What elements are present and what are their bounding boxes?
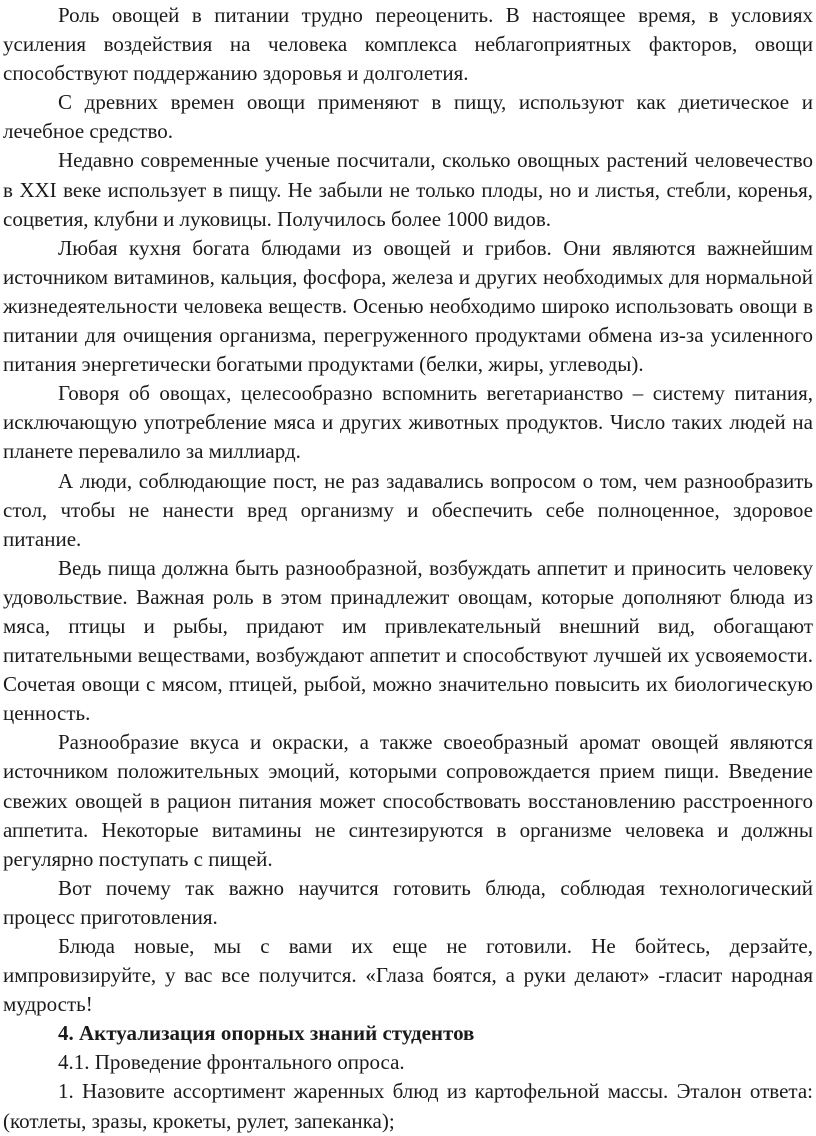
paragraph-vegetarianism: Говоря об овощах, целесообразно вспомнить вегетарианство – систему питания, исключающую употребление мяса и других животных продуктов. Число таких людей на планете перевалило за миллиард. — [3, 381, 813, 464]
paragraph-varied-food: Ведь пища должна быть разнообразной, возбуждать аппетит и приносить человеку удовольствие. Важная роль в этом принадлежит овощам, которые дополняют блюда из мяса, птицы и рыбы, придают им привлекательный внешний вид, обогащают питательными веществами, возбуждают аппетит и способствуют лучшей их усвояемости. Сочетая овощи с мясом, птицей, рыбой, можно значительно повысить их биологическую ценность. — [3, 555, 813, 726]
paragraph-taste-variety: Разнообразие вкуса и окраски, а также своеобразный аромат овощей являются источником положительных эмоций, которыми сопровождается прием пищи. Введение свежих овощей в рацион питания может способствовать восстановлению расстроенного аппетита. Некоторые витамины не синтезируются в организме человека и должны регулярно поступать с пищей. — [3, 730, 813, 871]
paragraph-modern-scientists: Недавно современные ученые посчитали, сколько овощных растений человечество в XXI веке использует в пищу. Не забыли не только плоды, но и листья, стебли, коренья, соцветия, клубни и луковицы. Получилось более 1000 видов. — [3, 148, 813, 231]
paragraph-fasting: А люди, соблюдающие пост, не раз задавались вопросом о том, чем разнообразить стол, чтобы не нанести вред организму и обеспечить себе полноценное, здоровое питание. — [3, 468, 813, 551]
paragraph-vegetables-role: Роль овощей в питании трудно переоценить. В настоящее время, в условиях усиления воздействия на человека комплекса неблагоприятных факторов, овощи способствуют поддержанию здоровья и долголетия. — [3, 3, 813, 86]
subsection-title: 4.1. Проведение фронтального опроса. — [58, 1050, 405, 1075]
paragraph-new-dishes: Блюда новые, мы с вами их еще не готовили. Не бойтесь, дерзайте, импровизируйте, у вас все получится. «Глаза боятся, а руки делают» -гласит народная мудрость! — [3, 934, 813, 1017]
question-item: 1. Назовите ассортимент жаренных блюд из картофельной массы. Эталон ответа: (котлеты, зразы, крокеты, рулет, запеканка); — [3, 1079, 813, 1133]
paragraph-cuisine: Любая кухня богата блюдами из овощей и грибов. Они являются важнейшим источником витаминов, кальция, фосфора, железа и других необходимых для нормальной жизнедеятельности человека веществ. Осенью необходимо широко использовать овощи в питании для очищения организма, перегруженного продуктами обмена из-за усиленного питания энергетически богатыми продуктами (белки, жиры, углеводы). — [3, 235, 813, 377]
paragraph-ancient-times: С древних времен овощи применяют в пищу, используют как диетическое и лечебное средство. — [3, 90, 813, 144]
paragraph-technology: Вот почему так важно научится готовить блюда, соблюдая технологический процесс приготовления. — [3, 875, 813, 929]
section-heading: 4. Актуализация опорных знаний студентов — [58, 1021, 475, 1046]
